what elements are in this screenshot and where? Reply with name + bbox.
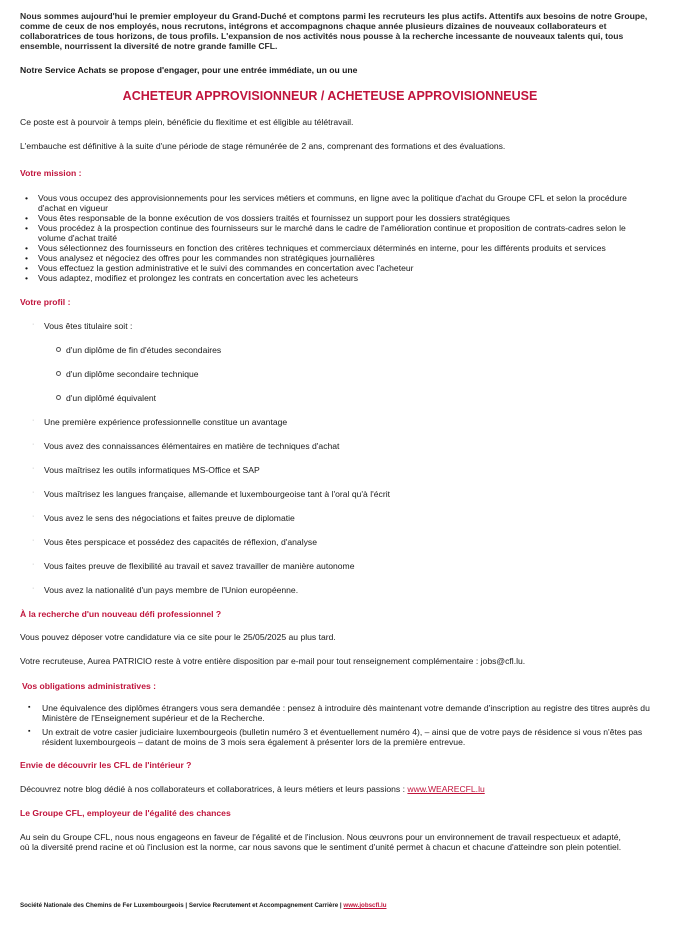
profile-heading: Votre profil : xyxy=(20,297,71,307)
bullet-icon: · xyxy=(32,513,35,520)
job-title: ACHETEUR APPROVISIONNEUR / ACHETEUSE APPROVISIONNEUSE xyxy=(122,89,538,103)
profile-item-text: Vous êtes perspicace et possédez des capacités de réflexion, d'analyse xyxy=(44,537,317,547)
equality-heading: Le Groupe CFL, employeur de l'égalité des chances xyxy=(20,808,231,818)
diploma-item xyxy=(56,345,221,355)
profile-item-text: Vous maîtrisez les langues française, allemande et luxembourgeoise tant à l'oral qu'à l'écrit xyxy=(44,489,390,499)
diploma-item xyxy=(56,393,156,403)
apply-heading: À la recherche d'un nouveau défi professionnel ? xyxy=(20,609,222,619)
condition-contract: L'embauche est définitive à la suite d'une période de stage rémunérée de 2 ans, comprenant des formations et des évaluations. xyxy=(20,141,506,151)
diploma-text: d'un diplôme secondaire technique xyxy=(66,369,199,379)
profile-item-text: Vous êtes titulaire soit : xyxy=(44,321,133,331)
circle-bullet-icon xyxy=(56,371,61,376)
diploma-item xyxy=(56,369,199,379)
bullet-icon: · xyxy=(32,585,35,592)
bullet-icon: · xyxy=(32,417,35,424)
footer-link[interactable]: www.jobscfl.lu xyxy=(343,902,387,909)
condition-schedule: Ce poste est à pourvoir à temps plein, bénéficie du flexitime et est éligible au télétravail. xyxy=(20,117,354,127)
apply-contact: Votre recruteuse, Aurea PATRICIO reste à votre entière disposition par e-mail pour tout renseignement complémentaire : jobs@cfl.lu. xyxy=(20,656,526,666)
mission-heading: Votre mission : xyxy=(20,168,82,178)
blog-link[interactable]: www.WEARECFL.lu xyxy=(407,784,485,794)
bullet-icon: · xyxy=(32,321,35,328)
blog-text: Découvrez notre blog dédié à nos collaborateurs et collaboratrices, à leurs métiers et leurs passions : xyxy=(20,784,406,794)
circle-bullet-icon xyxy=(56,395,61,400)
obligations-heading: Vos obligations administratives : xyxy=(22,681,157,691)
bullet-icon: · xyxy=(32,561,35,568)
profile-item-text: Vous faites preuve de flexibilité au travail et savez travailler de manière autonome xyxy=(44,561,355,571)
diploma-text: d'un diplômé équivalent xyxy=(66,393,157,403)
mission-item: • Vous êtes responsable de la bonne exécution de vos dossiers traités et fournissez un support pour les dossiers stratégiques xyxy=(20,213,650,223)
lead-sentence: Notre Service Achats se propose d'engager, pour une entrée immédiate, un ou une xyxy=(20,65,358,75)
footer-text: Société Nationale des Chemins de Fer Luxembourgeois | Service Recrutement et Accompagnement Carrière | xyxy=(20,902,342,909)
mission-item: • Vous sélectionnez des fournisseurs en fonction des critères techniques et commerciaux déterminés en interne, pour les différents produits et services xyxy=(20,243,650,253)
blog-heading: Envie de découvrir les CFL de l'intérieur ? xyxy=(20,760,192,770)
mission-item: • Vous effectuez la gestion administrative et le suivi des commandes en concertation avec l'acheteur xyxy=(20,263,650,273)
blog-paragraph xyxy=(20,784,640,794)
circle-bullet-icon xyxy=(56,347,61,352)
mission-item: • Vous analysez et négociez des offres pour les commandes non stratégiques journalières xyxy=(20,253,650,263)
profile-item-text: Vous avez des connaissances élémentaires en matière de techniques d'achat xyxy=(44,441,340,451)
obligations-list xyxy=(20,703,650,751)
profile-item-text: Vous avez la nationalité d'un pays membre de l'Union européenne. xyxy=(44,585,299,595)
mission-item: • Vous vous occupez des approvisionnements pour les services métiers et communs, en ligne avec la politique d'achat du Groupe CFL et selon la procédure d'achat en vigueur xyxy=(20,193,650,213)
footer xyxy=(20,902,386,909)
profile-item-text: Vous maîtrisez les outils informatiques MS-Office et SAP xyxy=(44,465,260,475)
bullet-icon: · xyxy=(32,465,35,472)
mission-item: • Vous procédez à la prospection continue des fournisseurs sur le marché dans le cadre de l'amélioration continue et proposition de contrats-cadres selon le volume d'achat traité xyxy=(20,223,650,243)
obligation-item: ▪ Une équivalence des diplômes étrangers vous sera demandée : pensez à introduire dès maintenant votre demande d'inscription au registre des titres auprès du Ministère de l'Enseignement supérieur et de la Recherche. xyxy=(20,703,650,723)
intro-paragraph: Nous sommes aujourd'hui le premier employeur du Grand-Duché et comptons parmi les recruteurs les plus actifs. Attentifs aux besoins de notre Groupe, comme de ceux de nos employés, nous recrutons, intégrons et accompagnons chaque année plusieurs dizaines de nouveaux collaborateurs et collaboratrices de tous horizons, de tous profils. L'expansion de nos activités nous pousse à la recherche incessante de nouveaux talents qui, tous ensemble, nourrissent la diversité de notre grande famille CFL. xyxy=(20,11,648,51)
bullet-icon: · xyxy=(32,537,35,544)
obligation-item: ▪ Un extrait de votre casier judiciaire luxembourgeois (bulletin numéro 3 et éventuellement numéro 4), – ainsi que de votre pays de résidence si vous n'êtes pas résident luxembourgeois – datant de moins de 3 mois sera également à présenter lors de la première entrevue. xyxy=(20,727,650,747)
profile-item-text: Une première expérience professionnelle constitue un avantage xyxy=(44,417,288,427)
diploma-text: d'un diplôme de fin d'études secondaires xyxy=(66,345,222,355)
bullet-icon: · xyxy=(32,489,35,496)
mission-item: • Vous adaptez, modifiez et prolongez les contrats en concertation avec les acheteurs xyxy=(20,273,650,283)
equality-text: Au sein du Groupe CFL, nous nous engageons en faveur de l'égalité et de l'inclusion. Nous œuvrons pour un environnement de travail respectueux et adapté, où la diversité prend racine et où l'inclusion est la norme, car nous savons que le sentiment d'unité permet à chacun et chacune d'atteindre son plein potentiel. xyxy=(20,832,622,852)
bullet-icon: · xyxy=(32,441,35,448)
mission-list xyxy=(20,193,650,283)
apply-deadline: Vous pouvez déposer votre candidature via ce site pour le 25/05/2025 au plus tard. xyxy=(20,632,336,642)
profile-item-text: Vous avez le sens des négociations et faites preuve de diplomatie xyxy=(44,513,295,523)
